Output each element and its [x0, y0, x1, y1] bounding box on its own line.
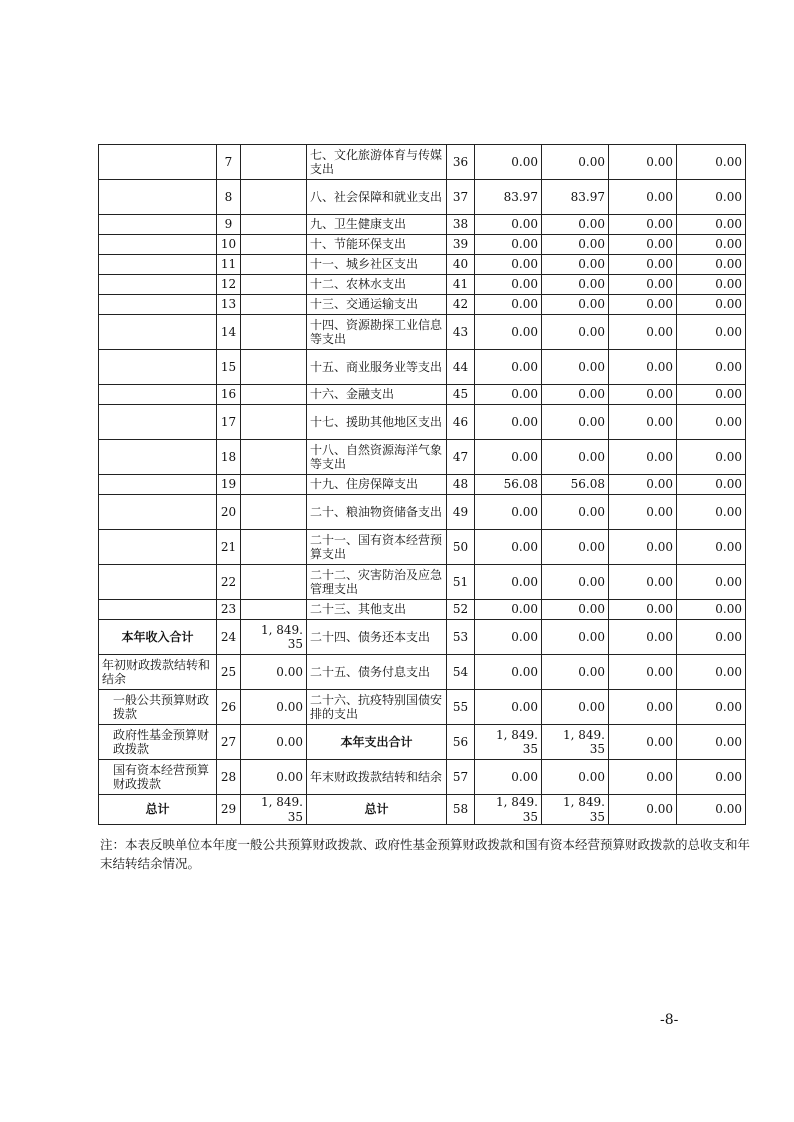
income-amount-cell [241, 215, 307, 235]
income-item-cell [99, 405, 217, 440]
expense-line-number-cell: 47 [447, 440, 475, 475]
income-item-cell [99, 350, 217, 385]
total-amount-cell: 0.00 [475, 565, 542, 600]
income-amount-cell [241, 495, 307, 530]
income-amount-cell: 1, 849. 35 [241, 795, 307, 825]
state-capital-amount-cell: 0.00 [677, 180, 746, 215]
table-row [99, 440, 746, 475]
expense-line-number-cell: 45 [447, 385, 475, 405]
state-capital-amount-cell: 0.00 [677, 315, 746, 350]
income-amount-cell [241, 180, 307, 215]
general-budget-amount-cell: 0.00 [542, 215, 609, 235]
general-budget-amount-cell: 1, 849. 35 [542, 795, 609, 825]
expense-line-number-cell: 57 [447, 760, 475, 795]
expense-line-number-cell: 53 [447, 620, 475, 655]
state-capital-amount-cell: 0.00 [677, 275, 746, 295]
table-row [99, 655, 746, 690]
fund-budget-amount-cell: 0.00 [609, 690, 677, 725]
total-amount-cell: 1, 849. 35 [475, 725, 542, 760]
table-row [99, 275, 746, 295]
total-amount-cell: 83.97 [475, 180, 542, 215]
state-capital-amount-cell: 0.00 [677, 565, 746, 600]
expense-line-number-cell: 55 [447, 690, 475, 725]
expense-item-cell: 二十三、其他支出 [307, 600, 447, 620]
state-capital-amount-cell: 0.00 [677, 385, 746, 405]
table-row [99, 760, 746, 795]
fund-budget-amount-cell: 0.00 [609, 760, 677, 795]
income-amount-cell: 1, 849. 35 [241, 620, 307, 655]
table-row [99, 530, 746, 565]
total-amount-cell: 0.00 [475, 760, 542, 795]
expense-item-cell: 十五、商业服务业等支出 [307, 350, 447, 385]
fund-budget-amount-cell: 0.00 [609, 385, 677, 405]
table-row [99, 295, 746, 315]
state-capital-amount-cell: 0.00 [677, 495, 746, 530]
expense-item-cell: 十一、城乡社区支出 [307, 255, 447, 275]
total-amount-cell: 0.00 [475, 275, 542, 295]
income-item-cell [99, 475, 217, 495]
income-item-cell [99, 255, 217, 275]
expense-item-cell: 十四、资源勘探工业信息等支出 [307, 315, 447, 350]
table-note: 注：本表反映单位本年度一般公共预算财政拨款、政府性基金预算财政拨款和国有资本经营预算财政拨款的总收支和年末结转结余情况。 [100, 837, 751, 871]
income-line-number-cell: 28 [217, 760, 241, 795]
state-capital-amount-cell: 0.00 [677, 690, 746, 725]
income-item-cell [99, 235, 217, 255]
state-capital-amount-cell: 0.00 [677, 350, 746, 385]
total-amount-cell: 0.00 [475, 315, 542, 350]
income-line-number-cell: 19 [217, 475, 241, 495]
fund-budget-amount-cell: 0.00 [609, 235, 677, 255]
table-row [99, 690, 746, 725]
income-line-number-cell: 22 [217, 565, 241, 600]
total-amount-cell: 0.00 [475, 530, 542, 565]
general-budget-amount-cell: 0.00 [542, 530, 609, 565]
income-item-cell [99, 215, 217, 235]
fund-budget-amount-cell: 0.00 [609, 655, 677, 690]
general-budget-amount-cell: 0.00 [542, 255, 609, 275]
expense-item-cell: 二十二、灾害防治及应急管理支出 [307, 565, 447, 600]
fund-budget-amount-cell: 0.00 [609, 795, 677, 825]
general-budget-amount-cell: 0.00 [542, 620, 609, 655]
table-row [99, 620, 746, 655]
state-capital-amount-cell: 0.00 [677, 655, 746, 690]
table-row [99, 495, 746, 530]
fund-budget-amount-cell: 0.00 [609, 145, 677, 180]
state-capital-amount-cell: 0.00 [677, 145, 746, 180]
income-amount-cell: 0.00 [241, 760, 307, 795]
income-item-cell [99, 385, 217, 405]
expense-line-number-cell: 48 [447, 475, 475, 495]
expense-item-cell: 二十四、债务还本支出 [307, 620, 447, 655]
total-amount-cell: 1, 849. 35 [475, 795, 542, 825]
income-amount-cell: 0.00 [241, 725, 307, 760]
income-amount-cell [241, 235, 307, 255]
income-amount-cell [241, 475, 307, 495]
state-capital-amount-cell: 0.00 [677, 475, 746, 495]
expense-item-cell: 十九、住房保障支出 [307, 475, 447, 495]
fund-budget-amount-cell: 0.00 [609, 180, 677, 215]
income-line-number-cell: 23 [217, 600, 241, 620]
fund-budget-amount-cell: 0.00 [609, 600, 677, 620]
income-line-number-cell: 29 [217, 795, 241, 825]
income-amount-cell [241, 405, 307, 440]
income-amount-cell: 0.00 [241, 655, 307, 690]
income-item-cell: 国有资本经营预算财政拨款 [99, 760, 217, 795]
table-row [99, 215, 746, 235]
state-capital-amount-cell: 0.00 [677, 620, 746, 655]
income-item-cell [99, 440, 217, 475]
expense-item-cell: 十七、援助其他地区支出 [307, 405, 447, 440]
total-amount-cell: 0.00 [475, 620, 542, 655]
page-number: -8- [660, 1012, 679, 1028]
expense-line-number-cell: 41 [447, 275, 475, 295]
general-budget-amount-cell: 0.00 [542, 405, 609, 440]
expense-line-number-cell: 46 [447, 405, 475, 440]
income-amount-cell [241, 350, 307, 385]
income-amount-cell [241, 385, 307, 405]
income-line-number-cell: 16 [217, 385, 241, 405]
table-row [99, 385, 746, 405]
table-row [99, 255, 746, 275]
fund-budget-amount-cell: 0.00 [609, 475, 677, 495]
state-capital-amount-cell: 0.00 [677, 215, 746, 235]
expense-line-number-cell: 54 [447, 655, 475, 690]
income-item-cell [99, 600, 217, 620]
expense-line-number-cell: 42 [447, 295, 475, 315]
total-amount-cell: 0.00 [475, 440, 542, 475]
expense-item-cell: 二十、粮油物资储备支出 [307, 495, 447, 530]
total-amount-cell: 0.00 [475, 215, 542, 235]
expense-item-cell: 十三、交通运输支出 [307, 295, 447, 315]
fund-budget-amount-cell: 0.00 [609, 725, 677, 760]
state-capital-amount-cell: 0.00 [677, 725, 746, 760]
income-line-number-cell: 7 [217, 145, 241, 180]
income-amount-cell [241, 295, 307, 315]
general-budget-amount-cell: 0.00 [542, 495, 609, 530]
income-line-number-cell: 17 [217, 405, 241, 440]
expense-line-number-cell: 39 [447, 235, 475, 255]
income-amount-cell [241, 275, 307, 295]
state-capital-amount-cell: 0.00 [677, 255, 746, 275]
total-amount-cell: 0.00 [475, 235, 542, 255]
expense-item-cell: 十六、金融支出 [307, 385, 447, 405]
general-budget-amount-cell: 0.00 [542, 315, 609, 350]
income-line-number-cell: 15 [217, 350, 241, 385]
table-row [99, 795, 746, 825]
expense-item-cell: 八、社会保障和就业支出 [307, 180, 447, 215]
fund-budget-amount-cell: 0.00 [609, 315, 677, 350]
expense-line-number-cell: 52 [447, 600, 475, 620]
fund-budget-amount-cell: 0.00 [609, 255, 677, 275]
general-budget-amount-cell: 0.00 [542, 275, 609, 295]
general-budget-amount-cell: 0.00 [542, 295, 609, 315]
state-capital-amount-cell: 0.00 [677, 295, 746, 315]
table-row [99, 600, 746, 620]
total-amount-cell: 0.00 [475, 405, 542, 440]
fund-budget-amount-cell: 0.00 [609, 350, 677, 385]
income-amount-cell [241, 145, 307, 180]
income-amount-cell [241, 255, 307, 275]
fiscal-appropriation-table [98, 144, 746, 825]
fund-budget-amount-cell: 0.00 [609, 530, 677, 565]
table-row [99, 350, 746, 385]
general-budget-amount-cell: 1, 849. 35 [542, 725, 609, 760]
income-item-cell [99, 275, 217, 295]
income-line-number-cell: 9 [217, 215, 241, 235]
general-budget-amount-cell: 0.00 [542, 690, 609, 725]
total-amount-cell: 0.00 [475, 295, 542, 315]
expense-item-cell: 九、卫生健康支出 [307, 215, 447, 235]
general-budget-amount-cell: 0.00 [542, 600, 609, 620]
state-capital-amount-cell: 0.00 [677, 405, 746, 440]
total-amount-cell: 0.00 [475, 350, 542, 385]
state-capital-amount-cell: 0.00 [677, 795, 746, 825]
table-row [99, 405, 746, 440]
income-item-cell [99, 315, 217, 350]
table-row [99, 145, 746, 180]
income-line-number-cell: 11 [217, 255, 241, 275]
total-amount-cell: 0.00 [475, 655, 542, 690]
table-row [99, 315, 746, 350]
income-item-cell: 总计 [99, 795, 217, 825]
income-item-cell [99, 495, 217, 530]
income-amount-cell [241, 440, 307, 475]
income-line-number-cell: 27 [217, 725, 241, 760]
expense-item-cell: 总计 [307, 795, 447, 825]
table-row [99, 725, 746, 760]
expense-item-cell: 二十五、债务付息支出 [307, 655, 447, 690]
income-line-number-cell: 26 [217, 690, 241, 725]
general-budget-amount-cell: 0.00 [542, 655, 609, 690]
total-amount-cell: 0.00 [475, 690, 542, 725]
state-capital-amount-cell: 0.00 [677, 760, 746, 795]
income-amount-cell [241, 600, 307, 620]
income-amount-cell [241, 565, 307, 600]
fund-budget-amount-cell: 0.00 [609, 495, 677, 530]
income-line-number-cell: 12 [217, 275, 241, 295]
total-amount-cell: 0.00 [475, 255, 542, 275]
income-item-cell: 政府性基金预算财政拨款 [99, 725, 217, 760]
table-body [99, 145, 746, 825]
income-amount-cell: 0.00 [241, 690, 307, 725]
fund-budget-amount-cell: 0.00 [609, 275, 677, 295]
income-item-cell [99, 530, 217, 565]
expense-item-cell: 十八、自然资源海洋气象等支出 [307, 440, 447, 475]
expense-item-cell: 二十六、抗疫特别国债安排的支出 [307, 690, 447, 725]
total-amount-cell: 0.00 [475, 385, 542, 405]
expense-line-number-cell: 56 [447, 725, 475, 760]
fund-budget-amount-cell: 0.00 [609, 405, 677, 440]
expense-item-cell: 二十一、国有资本经营预算支出 [307, 530, 447, 565]
total-amount-cell: 56.08 [475, 475, 542, 495]
general-budget-amount-cell: 0.00 [542, 350, 609, 385]
general-budget-amount-cell: 83.97 [542, 180, 609, 215]
income-item-cell: 年初财政拨款结转和结余 [99, 655, 217, 690]
income-amount-cell [241, 530, 307, 565]
income-item-cell [99, 145, 217, 180]
income-amount-cell [241, 315, 307, 350]
general-budget-amount-cell: 0.00 [542, 145, 609, 180]
income-line-number-cell: 14 [217, 315, 241, 350]
expense-item-cell: 十二、农林水支出 [307, 275, 447, 295]
general-budget-amount-cell: 0.00 [542, 235, 609, 255]
income-line-number-cell: 24 [217, 620, 241, 655]
income-line-number-cell: 10 [217, 235, 241, 255]
table-row [99, 235, 746, 255]
expense-line-number-cell: 38 [447, 215, 475, 235]
state-capital-amount-cell: 0.00 [677, 440, 746, 475]
table-row [99, 475, 746, 495]
expense-line-number-cell: 37 [447, 180, 475, 215]
income-line-number-cell: 8 [217, 180, 241, 215]
total-amount-cell: 0.00 [475, 495, 542, 530]
fund-budget-amount-cell: 0.00 [609, 565, 677, 600]
income-line-number-cell: 20 [217, 495, 241, 530]
expense-line-number-cell: 58 [447, 795, 475, 825]
general-budget-amount-cell: 0.00 [542, 565, 609, 600]
fund-budget-amount-cell: 0.00 [609, 440, 677, 475]
expense-line-number-cell: 40 [447, 255, 475, 275]
table-row [99, 565, 746, 600]
income-line-number-cell: 25 [217, 655, 241, 690]
expense-line-number-cell: 49 [447, 495, 475, 530]
expense-line-number-cell: 43 [447, 315, 475, 350]
income-item-cell [99, 565, 217, 600]
income-line-number-cell: 13 [217, 295, 241, 315]
fund-budget-amount-cell: 0.00 [609, 295, 677, 315]
expense-line-number-cell: 44 [447, 350, 475, 385]
income-item-cell: 一般公共预算财政拨款 [99, 690, 217, 725]
state-capital-amount-cell: 0.00 [677, 600, 746, 620]
fund-budget-amount-cell: 0.00 [609, 215, 677, 235]
total-amount-cell: 0.00 [475, 145, 542, 180]
expense-item-cell: 年末财政拨款结转和结余 [307, 760, 447, 795]
total-amount-cell: 0.00 [475, 600, 542, 620]
state-capital-amount-cell: 0.00 [677, 530, 746, 565]
income-item-cell: 本年收入合计 [99, 620, 217, 655]
expense-line-number-cell: 51 [447, 565, 475, 600]
income-line-number-cell: 21 [217, 530, 241, 565]
fund-budget-amount-cell: 0.00 [609, 620, 677, 655]
income-item-cell [99, 295, 217, 315]
expense-item-cell: 本年支出合计 [307, 725, 447, 760]
income-item-cell [99, 180, 217, 215]
state-capital-amount-cell: 0.00 [677, 235, 746, 255]
income-line-number-cell: 18 [217, 440, 241, 475]
general-budget-amount-cell: 0.00 [542, 440, 609, 475]
general-budget-amount-cell: 0.00 [542, 760, 609, 795]
table-row [99, 180, 746, 215]
general-budget-amount-cell: 0.00 [542, 385, 609, 405]
general-budget-amount-cell: 56.08 [542, 475, 609, 495]
expense-line-number-cell: 50 [447, 530, 475, 565]
expense-item-cell: 七、文化旅游体育与传媒支出 [307, 145, 447, 180]
expense-line-number-cell: 36 [447, 145, 475, 180]
expense-item-cell: 十、节能环保支出 [307, 235, 447, 255]
